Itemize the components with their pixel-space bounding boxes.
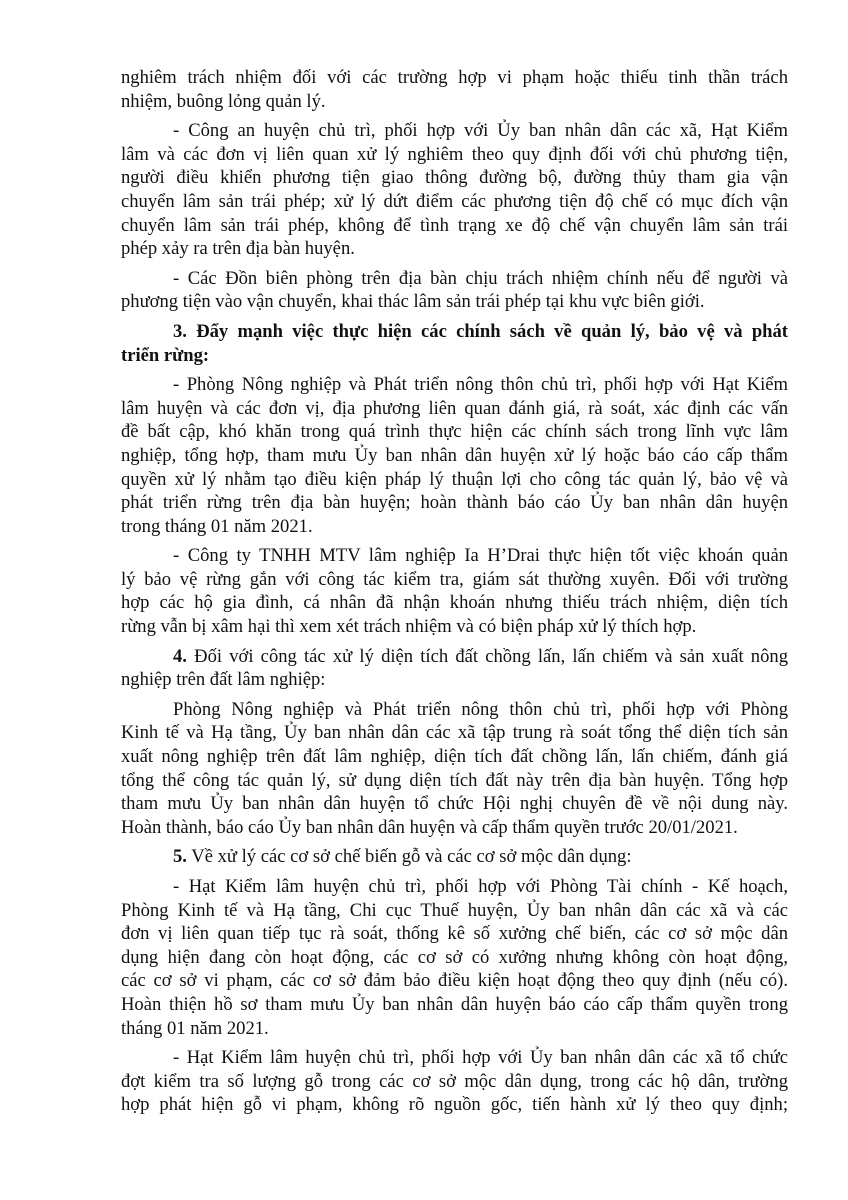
- text-line: nghiệp, tổng hợp, tham mưu Ủy ban nhân dân huyện xử lý hoặc báo cáo cấp thẩm: [121, 444, 788, 466]
- text-line: - Hạt Kiểm lâm huyện chủ trì, phối hợp với Phòng Tài chính - Kế hoạch,: [173, 876, 788, 897]
- paragraph-forestry-company: [121, 544, 788, 638]
- section-heading-3: [121, 320, 788, 367]
- text-line: - Công an huyện chủ trì, phối hợp với Ủy ban nhân dân các xã, Hạt Kiểm: [173, 120, 788, 142]
- text-line: tháng 01 năm 2021.: [121, 1017, 269, 1039]
- text-line: nhiệm, buông lỏng quản lý.: [121, 90, 326, 112]
- text-line: đề bất cập, khó khăn trong quá trình thực hiện các chính sách trong lĩnh vực lâm: [121, 421, 788, 443]
- text-line: lâm huyện và các đơn vị, địa phương liên quan đánh giá, rà soát, xác định các vấn: [121, 397, 788, 419]
- paragraph-agriculture-dept: [121, 373, 788, 538]
- text-line: phát triển rừng trên địa bàn huyện; hoàn thành báo cáo Ủy ban nhân dân huyện: [121, 492, 788, 514]
- text-line: chuyển lâm sản trái phép; xử lý dứt điểm các phương tiện độ chế có mục đích vận: [121, 190, 788, 212]
- text-line: - Phòng Nông nghiệp và Phát triển nông thôn chủ trì, phối hợp với Hạt Kiểm: [173, 374, 788, 396]
- text-line: tham mưu Ủy ban nhân dân huyện tổ chức Hội nghị chuyên đề về nội dung này.: [121, 793, 788, 815]
- text-line: Phòng Kinh tế và Hạ tầng, Chi cục Thuế huyện, Ủy ban nhân dân các xã và các: [121, 899, 788, 921]
- text-line: xuất nông nghiệp trên đất lâm nghiệp, diện tích đất chồng lấn, lấn chiếm, đánh giá: [121, 746, 788, 768]
- text-line: hợp các hộ gia đình, cá nhân đã nhận khoán nhưng thiếu trách nhiệm, diện tích: [121, 592, 788, 614]
- text-line: đợt kiểm tra số lượng gỗ trong các cơ sở mộc dân dụng, trong các hộ dân, trường: [121, 1070, 788, 1092]
- text-line: lâm và các đơn vị liên quan xử lý nghiêm theo quy định đối với chủ phương tiện,: [121, 143, 788, 165]
- paragraph-accountability-continued: [121, 66, 788, 113]
- text-line: dụng hiện đang còn hoạt động, các cơ sở có xưởng nhưng không còn hoạt động,: [121, 946, 788, 968]
- paragraph-border-posts: [121, 267, 788, 314]
- text-line: - Các Đồn biên phòng trên địa bàn chịu trách nhiệm chính nếu để người và: [173, 267, 788, 289]
- paragraph-police: [121, 119, 788, 261]
- text-line: Hoàn thiện hồ sơ tham mưu Ủy ban nhân dân huyện báo cáo cấp thẩm quyền trong: [121, 993, 788, 1015]
- text-line: tổng thể công tác quản lý, sử dụng diện tích đất này trên địa bàn huyện. Tổng hợp: [121, 769, 788, 791]
- text-line: hợp phát hiện gỗ vi phạm, không rõ nguồn gốc, tiến hành xử lý theo quy định;: [121, 1094, 788, 1116]
- heading-line: 3. Đẩy mạnh việc thực hiện các chính sách về quản lý, bảo vệ và phát: [173, 320, 788, 342]
- text-line: người điều khiển phương tiện giao thông đường bộ, đường thủy tham gia vận: [121, 167, 788, 189]
- heading-text: Đối với công tác xử lý diện tích đất chồng lấn, lấn chiếm và sản xuất nông: [186, 645, 788, 667]
- text-line: phép xảy ra trên địa bàn huyện.: [121, 238, 355, 260]
- text-line: các cơ sở vi phạm, các cơ sở đảm bảo điều kiện hoạt động theo quy định (nếu có).: [121, 970, 788, 992]
- heading-line: [121, 845, 788, 869]
- text-line: phương tiện vào vận chuyển, khai thác lâm sản trái phép tại khu vực biên giới.: [121, 291, 705, 313]
- text-line: - Hạt Kiểm lâm huyện chủ trì, phối hợp với Ủy ban nhân dân các xã tổ chức: [173, 1047, 788, 1069]
- text-line: đơn vị liên quan tiếp tục rà soát, thống kê số xưởng chế biến, các cơ sở mộc dân: [121, 923, 788, 945]
- paragraph-forest-rangers-inspection: [121, 1046, 788, 1117]
- text-line: trong tháng 01 năm 2021.: [121, 515, 313, 537]
- heading-line: nghiệp trên đất lâm nghiệp:: [121, 669, 326, 691]
- text-line: - Công ty TNHH MTV lâm nghiệp Ia H’Drai thực hiện tốt việc khoán quản: [173, 545, 788, 567]
- text-line: chuyển lâm sản trái phép, không để tình trạng xe độ chế vận chuyển lâm sản trái: [121, 214, 788, 236]
- section-number: 4.: [173, 645, 187, 667]
- heading-line: [121, 645, 788, 669]
- text-line: lý bảo vệ rừng gắn với công tác kiểm tra, giám sát thường xuyên. Đối với trường: [121, 568, 788, 590]
- text-line: Hoàn thành, báo cáo Ủy ban nhân dân huyện và cấp thẩm quyền trước 20/01/2021.: [121, 816, 738, 838]
- text-line: Phòng Nông nghiệp và Phát triển nông thôn chủ trì, phối hợp với Phòng: [173, 698, 788, 720]
- section-heading-4: [121, 645, 788, 692]
- paragraph-forest-rangers-review: [121, 875, 788, 1040]
- heading-text: Về xử lý các cơ sở chế biến gỗ và các cơ sở mộc dân dụng:: [186, 846, 632, 868]
- text-line: rừng vẫn bị xâm hại thì xem xét trách nhiệm và có biện pháp xử lý thích hợp.: [121, 616, 697, 638]
- text-line: Kinh tế và Hạ tầng, Ủy ban nhân dân các xã tập trung rà soát tổng thể diện tích sản: [121, 722, 788, 744]
- section-number: 5.: [173, 846, 187, 868]
- section-heading-5: [121, 845, 788, 869]
- paragraph-land-review: [121, 698, 788, 840]
- text-line: nghiêm trách nhiệm đối với các trường hợp vi phạm hoặc thiếu tinh thần trách: [121, 67, 788, 88]
- heading-line: triển rừng:: [121, 344, 210, 366]
- text-line: quyền xử lý nhằm tạo điều kiện pháp lý thuận lợi cho công tác quản lý, bảo vệ và: [121, 468, 788, 490]
